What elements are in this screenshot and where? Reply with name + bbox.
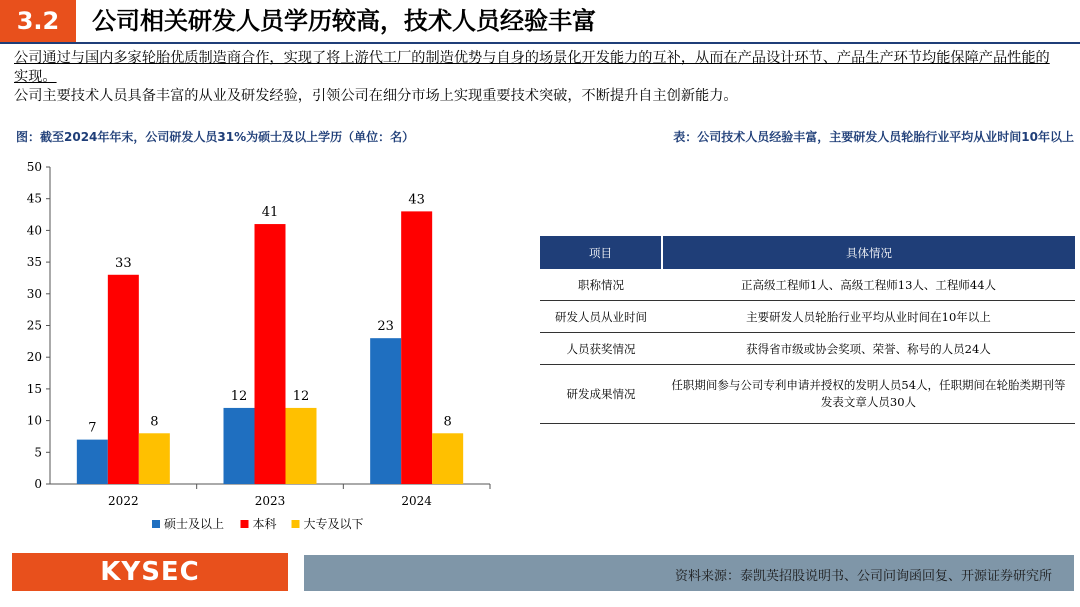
page-title: 公司相关研发人员学历较高，技术人员经验丰富 <box>92 7 596 35</box>
data-label: 8 <box>443 414 452 430</box>
y-tick-label: 45 <box>26 191 42 206</box>
table-cell-item: 研发成果情况 <box>540 365 662 424</box>
bar-2023-0 <box>224 408 255 484</box>
data-label: 7 <box>88 420 97 436</box>
bar-2023-1 <box>255 224 286 484</box>
chart-caption: 图：截至2024年年末，公司研发人员31%为硕士及以上学历（单位：名） <box>16 130 415 144</box>
bar-2022-2 <box>139 433 170 484</box>
intro-text <box>14 49 1054 106</box>
legend-swatch <box>152 520 160 528</box>
y-tick-label: 40 <box>26 223 42 238</box>
legend-swatch <box>241 520 249 528</box>
header-divider <box>0 42 1080 44</box>
bar-2023-2 <box>286 408 317 484</box>
table-row <box>540 301 1075 333</box>
data-label: 8 <box>150 414 159 430</box>
source-note: 资料来源：泰凯英招股说明书、公司问询函回复、开源证券研究所 <box>304 555 1074 591</box>
data-label: 43 <box>408 192 425 208</box>
kysec-logo: KYSEC <box>12 553 288 591</box>
x-tick-label: 2022 <box>108 494 139 508</box>
y-tick-label: 15 <box>26 381 42 396</box>
bar-2024-0 <box>370 338 401 484</box>
table-cell-detail: 主要研发人员轮胎行业平均从业时间在10年以上 <box>662 301 1075 333</box>
table-cell-item: 研发人员从业时间 <box>540 301 662 333</box>
table-cell-item: 职称情况 <box>540 269 662 301</box>
data-label: 33 <box>115 255 132 271</box>
table-row <box>540 333 1075 365</box>
x-tick-label: 2024 <box>401 494 432 508</box>
y-tick-label: 20 <box>26 350 42 365</box>
y-tick-label: 35 <box>26 255 42 270</box>
table-row <box>540 365 1075 424</box>
y-tick-label: 25 <box>26 318 42 333</box>
bar-2022-1 <box>108 275 139 484</box>
data-label: 12 <box>230 388 248 404</box>
legend-swatch <box>292 520 300 528</box>
y-tick-label: 0 <box>34 477 42 491</box>
bar-2024-1 <box>401 211 432 484</box>
legend-label: 大专及以下 <box>303 517 364 531</box>
experience-table <box>540 236 1075 424</box>
bar-2022-0 <box>77 440 108 484</box>
bar-2024-2 <box>432 433 463 484</box>
data-label: 23 <box>377 319 394 335</box>
legend-label: 硕士及以上 <box>164 517 225 531</box>
section-number: 3.2 <box>0 0 76 42</box>
table-caption: 表：公司技术人员经验丰富，主要研发人员轮胎行业平均从业时间10年以上 <box>673 130 1074 144</box>
intro-paragraph-1: 公司通过与国内多家轮胎优质制造商合作，实现了将上游代工厂的制造优势与自身的场景化开发能力的互补，从而在产品设计环节、产品生产环节均能保障产品性能的实现。 <box>14 50 1050 85</box>
education-bar-chart <box>0 150 520 545</box>
intro-paragraph-2: 公司主要技术人员具备丰富的从业及研发经验，引领公司在细分市场上实现重要技术突破，不断提升自主创新能力。 <box>14 88 738 104</box>
table-cell-detail: 正高级工程师1人、高级工程师13人、工程师44人 <box>662 269 1075 301</box>
y-tick-label: 5 <box>34 445 42 460</box>
table-row <box>540 269 1075 301</box>
data-label: 41 <box>261 205 279 221</box>
table-cell-detail: 获得省市级或协会奖项、荣誉、称号的人员24人 <box>662 333 1075 365</box>
legend-label: 本科 <box>252 517 277 531</box>
data-label: 12 <box>292 388 310 404</box>
y-tick-label: 10 <box>26 413 42 428</box>
y-tick-label: 50 <box>26 160 42 174</box>
table-cell-detail: 任职期间参与公司专利申请并授权的发明人员54人，任职期间在轮胎类期刊等发表文章人员30人 <box>662 365 1075 424</box>
table-header-item: 项目 <box>540 236 662 269</box>
table-cell-item: 人员获奖情况 <box>540 333 662 365</box>
y-tick-label: 30 <box>26 286 42 301</box>
x-tick-label: 2023 <box>254 494 286 508</box>
table-header-row <box>540 236 1075 269</box>
table-header-detail: 具体情况 <box>662 236 1075 269</box>
